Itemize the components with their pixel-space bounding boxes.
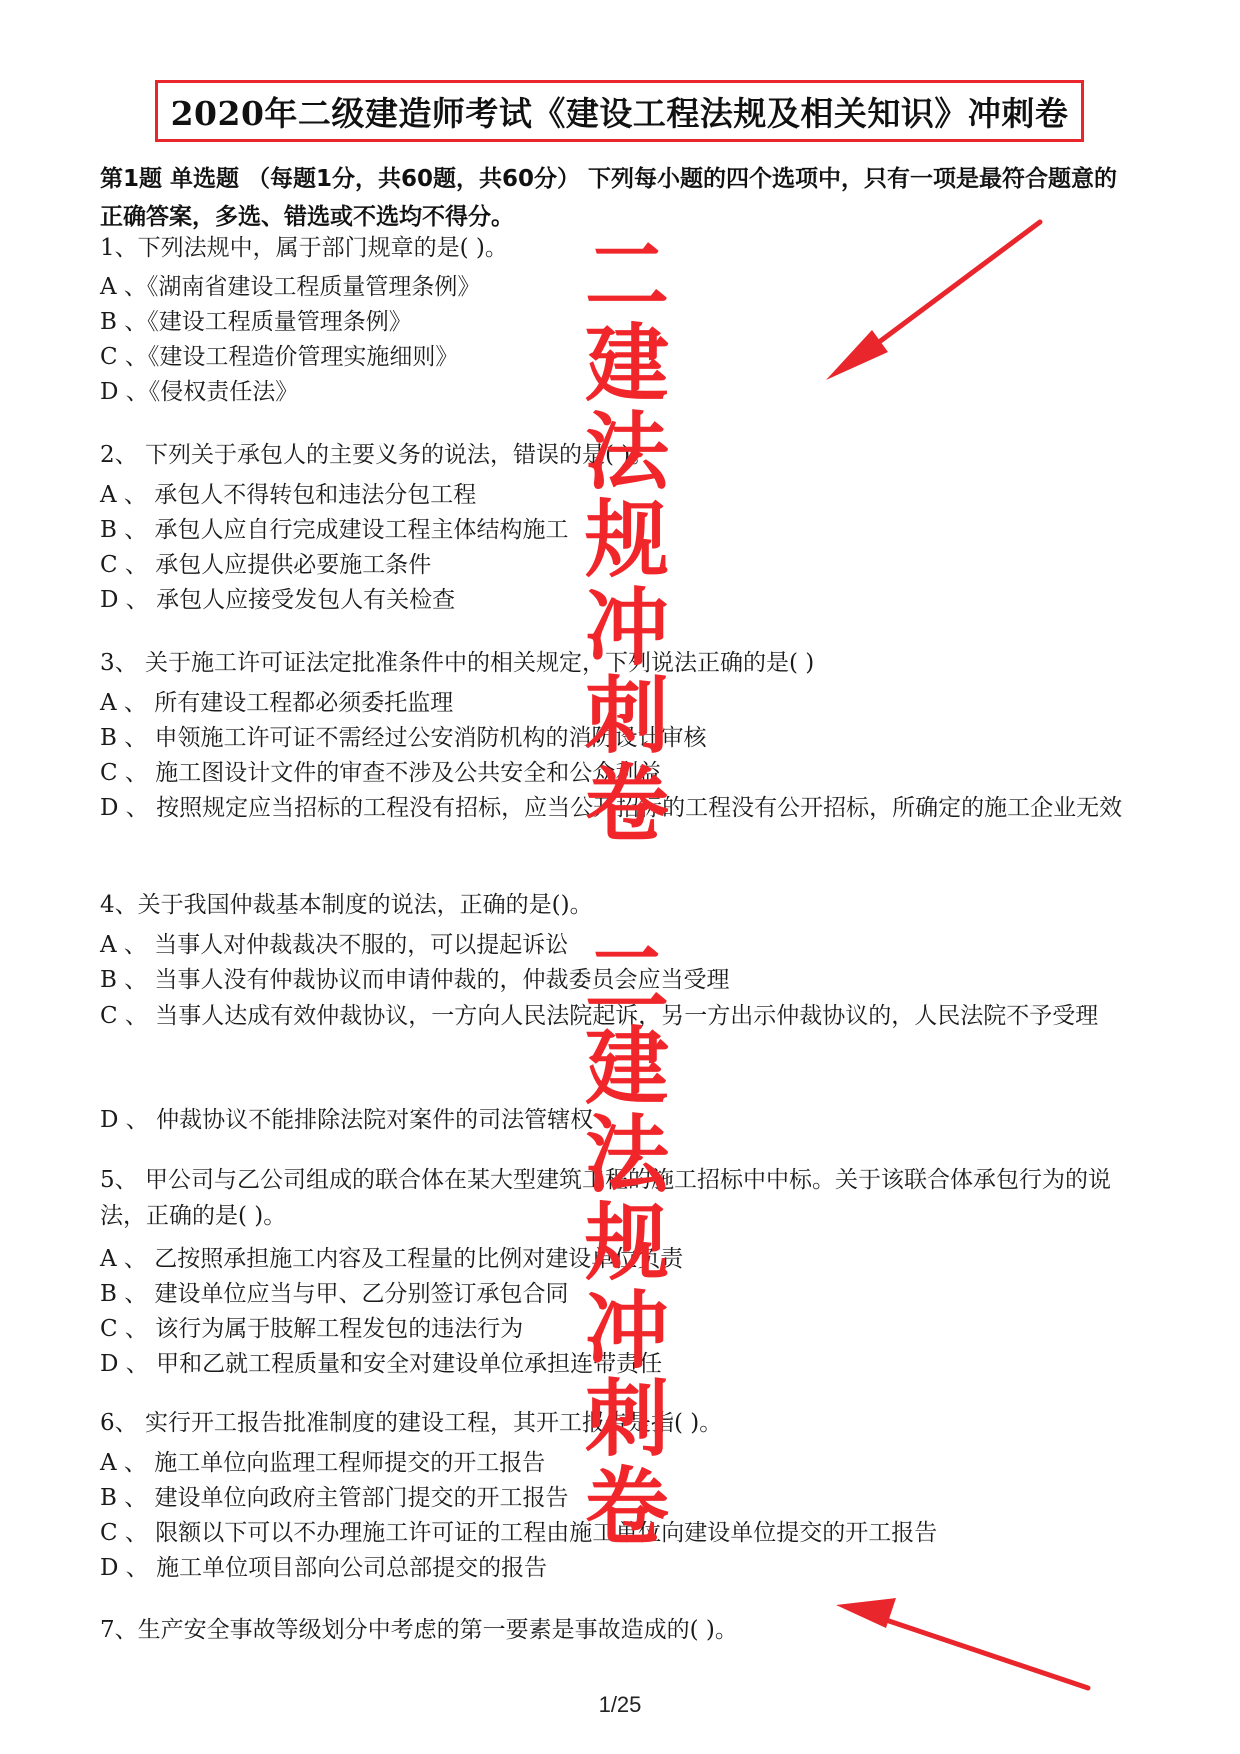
q4-option-c: C 、 当事人达成有效仲裁协议，一方向人民法院起诉，另一方出示仲裁协议的，人民法院不予受理 [100,1003,1099,1029]
question-2: 2、 下列关于承包人的主要义务的说法，错误的是( )。 [100,442,654,468]
q2-option-d: D 、 承包人应接受发包人有关检查 [100,587,456,613]
q3-option-a: A 、 所有建设工程都必须委托监理 [100,690,454,716]
q6-option-b: B 、 建设单位向政府主管部门提交的开工报告 [100,1485,569,1511]
q3-option-d: D 、 按照规定应当招标的工程没有招标，应当公开招标的工程没有公开招标，所确定的施工企业无效 [100,795,1123,821]
q1-option-a: A 、《湖南省建设工程质量管理条例》 [100,274,481,300]
q2-option-a: A 、 承包人不得转包和违法分包工程 [100,482,477,508]
q1-option-d: D 、《侵权责任法》 [100,379,299,405]
watermark-bottom: 二建法规冲刺卷 [584,930,669,1556]
page-number: 1/25 [598,1692,642,1717]
q2-option-b: B 、 承包人应自行完成建设工程主体结构施工 [100,517,569,543]
q5-option-a: A 、 乙按照承担施工内容及工程量的比例对建设单位负责 [100,1246,684,1272]
q4-option-d: D 、 仲裁协议不能排除法院对案件的司法管辖权 [100,1107,594,1133]
section-intro: 第1题 单选题 （每题1分，共60题，共60分） 下列每小题的四个选项中，只有一项是最符合题意的正确答案，多选、错选或不选均不得分。 [100,166,1118,230]
question-5: 5、 甲公司与乙公司组成的联合体在某大型建筑工程的施工招标中中标。关于该联合体承包行为的说法，正确的是( )。 [100,1167,1111,1229]
q5-option-d: D 、 甲和乙就工程质量和安全对建设单位承担连带责任 [100,1351,663,1377]
question-1: 1、下列法规中，属于部门规章的是( )。 [100,235,508,261]
q2-option-c: C 、 承包人应提供必要施工条件 [100,552,432,578]
question-4: 4、关于我国仲裁基本制度的说法，正确的是()。 [100,892,593,918]
q5-option-b: B 、 建设单位应当与甲、乙分别签订承包合同 [100,1281,569,1307]
q1-option-c: C 、《建设工程造价管理实施细则》 [100,344,459,370]
question-6: 6、 实行开工报告批准制度的建设工程，其开工报告是指( )。 [100,1410,723,1436]
q4-option-b: B 、 当事人没有仲裁协议而申请仲裁的，仲裁委员会应当受理 [100,967,730,993]
arrow-bottom-icon [836,1598,1088,1688]
q3-option-b: B 、 申领施工许可证不需经过公安消防机构的消防设计审核 [100,725,707,751]
watermark-top: 二建法规冲刺卷 [584,227,669,853]
q4-option-a: A 、 当事人对仲裁裁决不服的，可以提起诉讼 [100,932,569,958]
q6-option-d: D 、 施工单位项目部向公司总部提交的报告 [100,1555,548,1581]
question-7: 7、生产安全事故等级划分中考虑的第一要素是事故造成的( )。 [100,1617,738,1643]
q6-option-c: C 、 限额以下可以不办理施工许可证的工程由施工单位向建设单位提交的开工报告 [100,1520,938,1546]
q3-option-c: C 、 施工图设计文件的审查不涉及公共安全和公众利益 [100,760,662,786]
arrow-top-icon [826,222,1040,380]
page-title: 2020年二级建造师考试《建设工程法规及相关知识》冲刺卷 [170,93,1069,133]
q5-option-c: C 、 该行为属于肢解工程发包的违法行为 [100,1316,524,1342]
q6-option-a: A 、 施工单位向监理工程师提交的开工报告 [100,1450,546,1476]
question-3: 3、 关于施工许可证法定批准条件中的相关规定，下列说法正确的是( ) [100,650,815,676]
q1-option-b: B 、《建设工程质量管理条例》 [100,309,412,335]
